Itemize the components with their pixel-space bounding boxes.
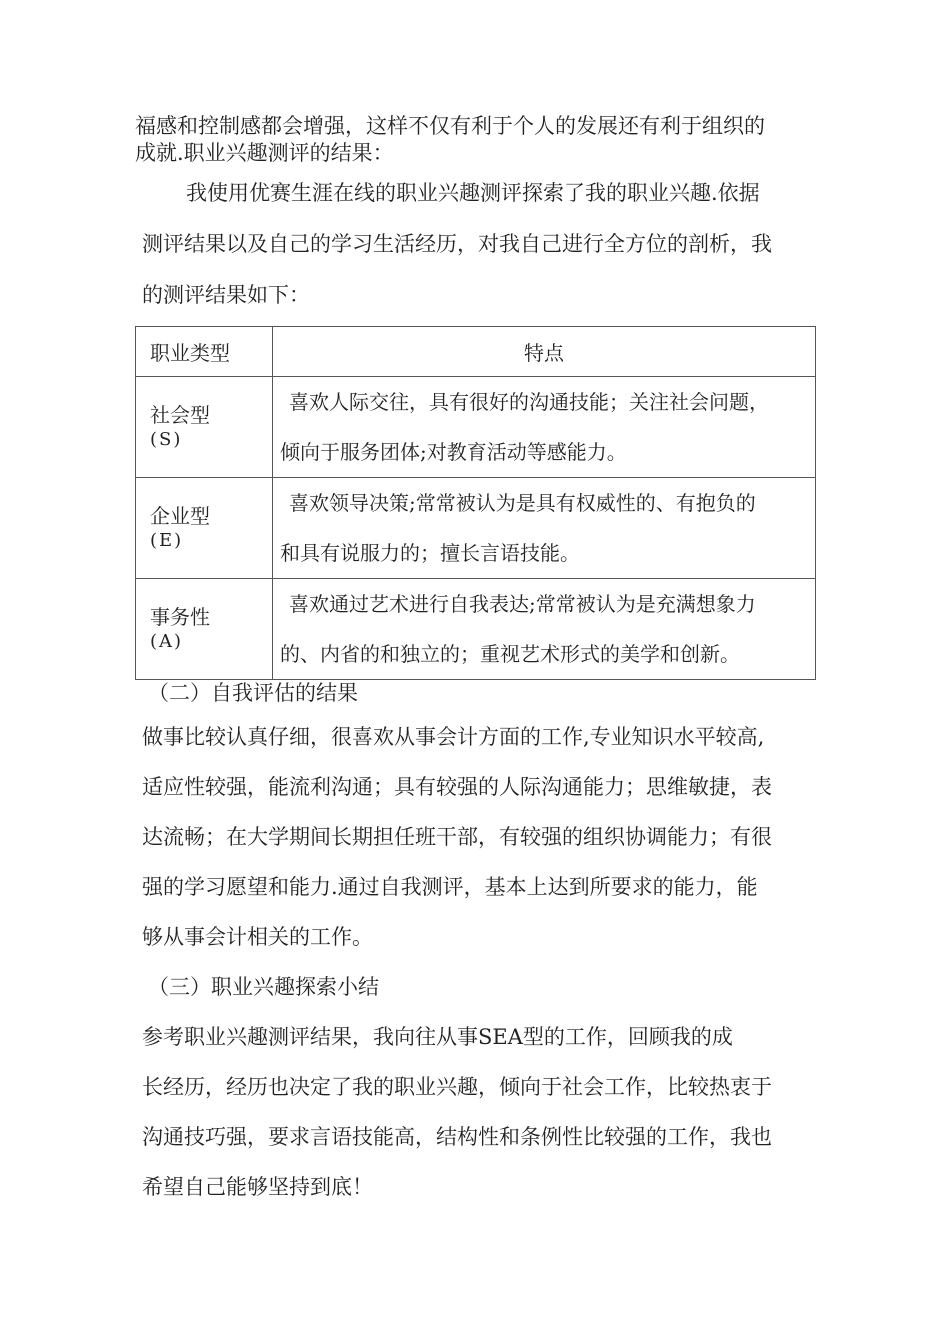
section3-heading: （三）职业兴趣探索小结: [148, 975, 379, 999]
feature-line: 的、内省的和独立的；重视艺术形式的美学和创新。: [280, 642, 740, 666]
intro-line-1: 福感和控制感都会增强，这样不仅有利于个人的发展还有利于组织的: [135, 114, 765, 138]
section2-line-2: 适应性较强，能流利沟通；具有较强的人际沟通能力；思维敏捷，表: [142, 775, 772, 799]
table-row: [136, 478, 816, 579]
career-type-table: [135, 326, 816, 680]
feature-cell: [273, 579, 816, 680]
feature-line: 倾向于服务团体;对教育活动等感能力。: [280, 440, 627, 464]
feature-line: 和具有说服力的；擅长言语技能。: [280, 541, 580, 565]
section3-line-1: 参考职业兴趣测评结果，我向往从事SEA型的工作，回顾我的成: [142, 1025, 733, 1049]
feature-line: 喜欢领导决策;常常被认为是具有权威性的、有抱负的: [289, 491, 756, 515]
intro-line-2: 成就.职业兴趣测评的结果：: [135, 141, 394, 165]
section2-line-3: 达流畅；在大学期间长期担任班干部，有较强的组织协调能力；有很: [142, 825, 772, 849]
career-type-cell: [136, 377, 273, 478]
feature-cell: [273, 377, 816, 478]
career-type-code: (E): [150, 530, 184, 551]
table-header-row: [136, 327, 816, 377]
section2-line-5: 够从事会计相关的工作。: [142, 925, 373, 949]
feature-line: 喜欢人际交往，具有很好的沟通技能；关注社会问题，: [289, 390, 769, 414]
section3-line-3: 沟通技巧强，要求言语技能高，结构性和条例性比较强的工作，我也: [142, 1125, 772, 1149]
section2-line-1: 做事比较认真仔细，很喜欢从事会计方面的工作,专业知识水平较高,: [142, 725, 765, 749]
feature-cell: [273, 478, 816, 579]
section3-line-2: 长经历，经历也决定了我的职业兴趣，倾向于社会工作，比较热衷于: [142, 1075, 772, 1099]
career-type-code: (A): [150, 631, 184, 652]
section2-line-4: 强的学习愿望和能力.通过自我测评，基本上达到所要求的能力，能: [142, 875, 758, 899]
section3-line-4: 希望自己能够坚持到底！: [142, 1175, 373, 1199]
career-type-name: 事务性: [150, 605, 210, 629]
header-feature: 特点: [273, 327, 816, 377]
career-type-name: 社会型: [150, 403, 210, 427]
career-type-code: (S): [150, 429, 183, 450]
intro-line-5: 的测评结果如下：: [142, 283, 310, 307]
career-type-cell: [136, 579, 273, 680]
section2-heading: （二）自我评估的结果: [148, 681, 358, 705]
header-career-type: 职业类型: [136, 327, 273, 377]
intro-line-4: 测评结果以及自己的学习生活经历，对我自己进行全方位的剖析，我: [142, 232, 772, 256]
intro-line-3: 我使用优赛生涯在线的职业兴趣测评探索了我的职业兴趣.依据: [186, 181, 760, 205]
feature-line: 喜欢通过艺术进行自我表达;常常被认为是充满想象力: [289, 592, 756, 616]
career-type-cell: [136, 478, 273, 579]
career-type-name: 企业型: [150, 504, 210, 528]
table-row: [136, 579, 816, 680]
table-row: [136, 377, 816, 478]
